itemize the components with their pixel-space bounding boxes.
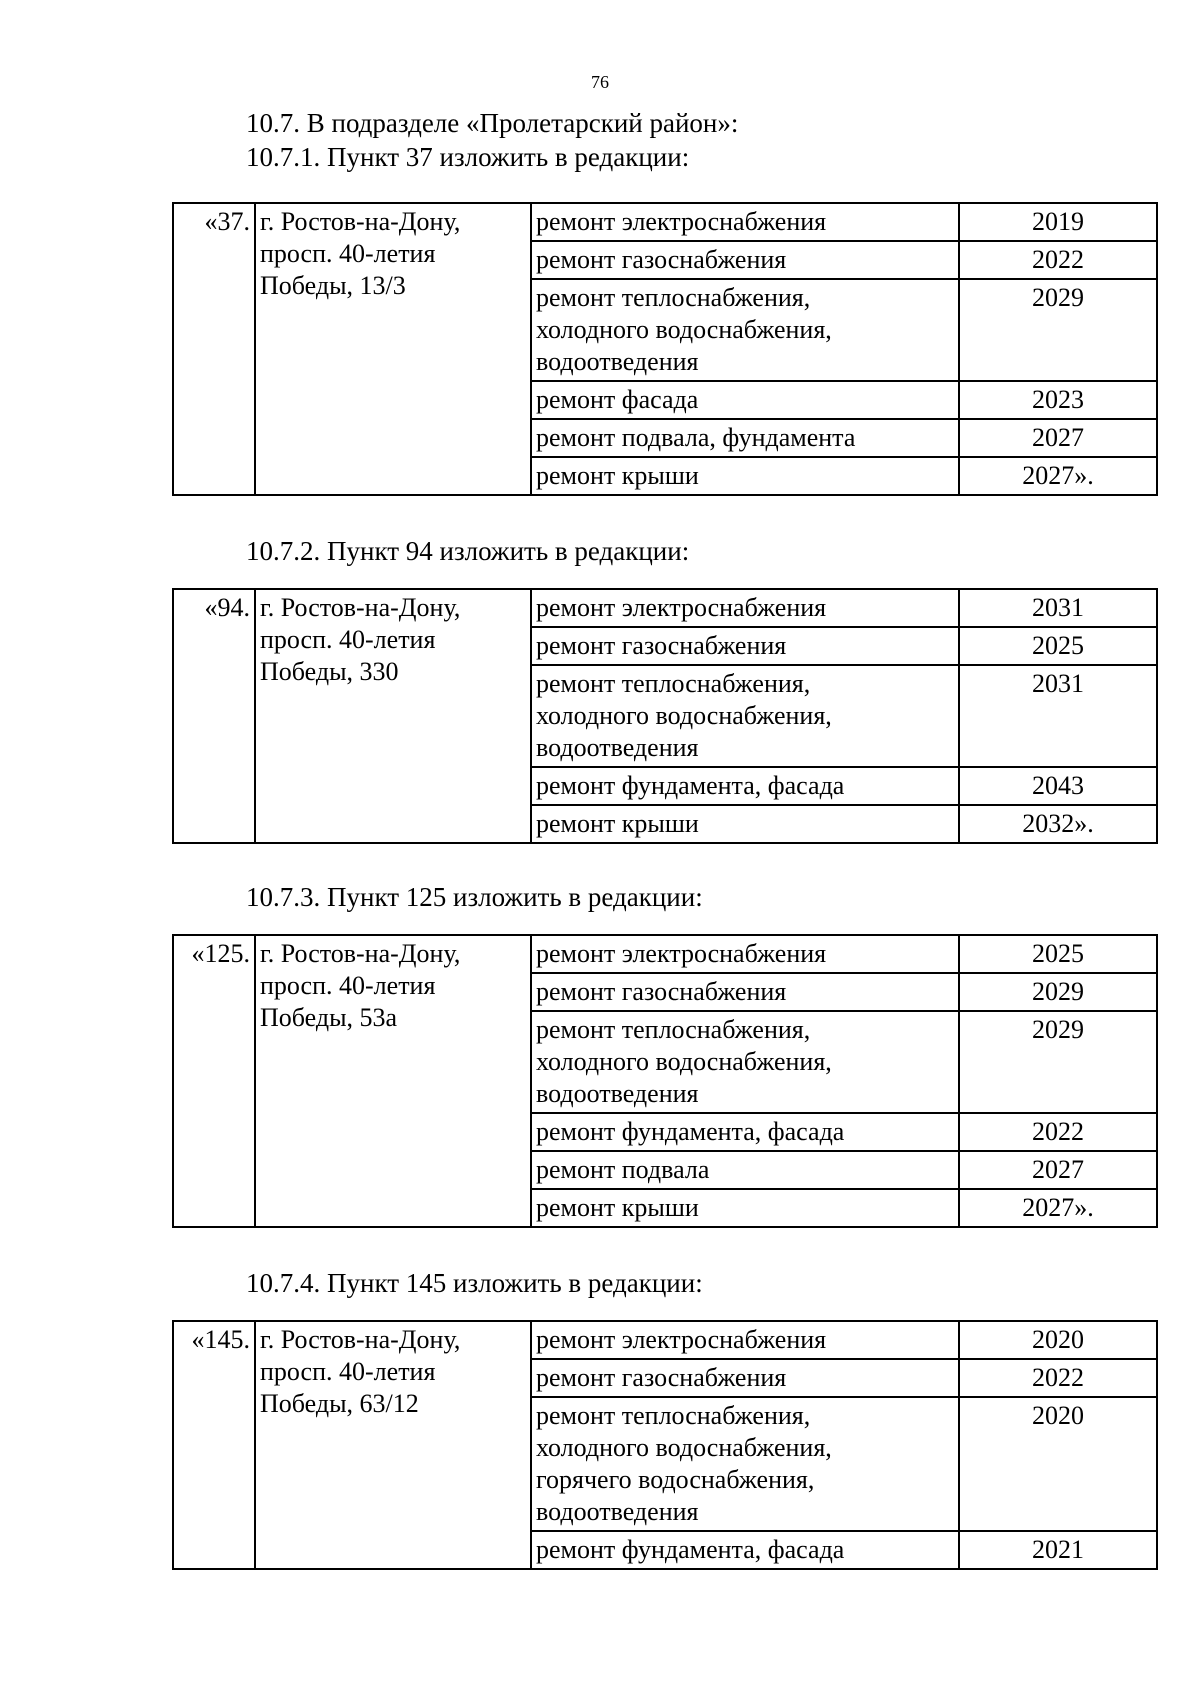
work-type-line: холодного водоснабжения,	[536, 1433, 832, 1462]
year-cell: 2029	[959, 973, 1157, 1011]
work-type-cell	[531, 1151, 959, 1189]
work-type-line: ремонт теплоснабжения,	[536, 1015, 811, 1044]
work-type-cell	[531, 381, 959, 419]
address-cell	[255, 589, 531, 843]
year-cell: 2022	[959, 1359, 1157, 1397]
work-type-cell	[531, 1011, 959, 1113]
address-line: просп. 40-летия	[260, 625, 436, 654]
work-type-line: ремонт фундамента, фасада	[536, 1535, 845, 1564]
work-type-line: ремонт теплоснабжения,	[536, 283, 811, 312]
amendment-table-1	[172, 202, 1158, 496]
year-cell: 2025	[959, 935, 1157, 973]
year-cell: 2043	[959, 767, 1157, 805]
work-type-line: ремонт фундамента, фасада	[536, 1117, 845, 1146]
work-type-line: холодного водоснабжения,	[536, 701, 832, 730]
year-cell: 2020	[959, 1321, 1157, 1359]
work-type-line: горячего водоснабжения,	[536, 1465, 815, 1494]
address-line: г. Ростов-на-Дону,	[260, 593, 461, 622]
work-type-line: ремонт фундамента, фасада	[536, 771, 845, 800]
work-type-cell	[531, 419, 959, 457]
address-line: Победы, 13/3	[260, 271, 406, 300]
work-type-line: холодного водоснабжения,	[536, 315, 832, 344]
work-type-line: ремонт фасада	[536, 385, 699, 414]
work-type-line: ремонт электроснабжения	[536, 207, 827, 236]
year-cell: 2031	[959, 665, 1157, 767]
table-body	[173, 935, 1157, 1227]
work-type-cell	[531, 1189, 959, 1227]
address-line: Победы, 53а	[260, 1003, 398, 1032]
work-type-cell	[531, 203, 959, 241]
item-number: «125.	[173, 935, 255, 1227]
work-type-line: ремонт газоснабжения	[536, 631, 787, 660]
item-number: «37.	[173, 203, 255, 495]
work-type-cell	[531, 1359, 959, 1397]
address-line: просп. 40-летия	[260, 239, 436, 268]
address-cell	[255, 935, 531, 1227]
work-type-line: ремонт теплоснабжения,	[536, 669, 811, 698]
section-4-intro: 10.7.4. Пункт 145 изложить в редакции:	[246, 1268, 703, 1298]
year-cell: 2027	[959, 1151, 1157, 1189]
address-line: просп. 40-летия	[260, 971, 436, 1000]
work-type-line: ремонт крыши	[536, 1193, 699, 1222]
table-row	[173, 203, 1157, 241]
address-line: Победы, 330	[260, 657, 399, 686]
work-type-line: ремонт подвала	[536, 1155, 710, 1184]
work-type-cell	[531, 805, 959, 843]
year-cell: 2022	[959, 241, 1157, 279]
year-cell: 2029	[959, 279, 1157, 381]
work-type-cell	[531, 241, 959, 279]
table-body	[173, 1321, 1157, 1569]
work-type-line: водоотведения	[536, 1497, 699, 1526]
year-cell: 2022	[959, 1113, 1157, 1151]
work-type-line: ремонт газоснабжения	[536, 1363, 787, 1392]
work-type-cell	[531, 279, 959, 381]
section-2-intro: 10.7.2. Пункт 94 изложить в редакции:	[246, 536, 690, 566]
work-type-line: водоотведения	[536, 1079, 699, 1108]
address-cell	[255, 1321, 531, 1569]
item-number: «145.	[173, 1321, 255, 1569]
year-cell: 2023	[959, 381, 1157, 419]
year-cell: 2027».	[959, 1189, 1157, 1227]
work-type-cell	[531, 665, 959, 767]
amendment-table-3	[172, 934, 1158, 1228]
address-line: просп. 40-летия	[260, 1357, 436, 1386]
work-type-cell	[531, 767, 959, 805]
year-cell: 2029	[959, 1011, 1157, 1113]
work-type-cell	[531, 1113, 959, 1151]
table-body	[173, 203, 1157, 495]
year-cell: 2019	[959, 203, 1157, 241]
work-type-line: ремонт электроснабжения	[536, 939, 827, 968]
work-type-cell	[531, 973, 959, 1011]
work-type-line: ремонт подвала, фундамента	[536, 423, 856, 452]
section-1-intro: 10.7.1. Пункт 37 изложить в редакции:	[246, 142, 690, 172]
item-number: «94.	[173, 589, 255, 843]
amendment-table-2	[172, 588, 1158, 844]
table-row	[173, 1321, 1157, 1359]
work-type-cell	[531, 1531, 959, 1569]
work-type-line: ремонт теплоснабжения,	[536, 1401, 811, 1430]
work-type-cell	[531, 1321, 959, 1359]
table-row	[173, 935, 1157, 973]
work-type-line: водоотведения	[536, 347, 699, 376]
work-type-cell	[531, 627, 959, 665]
year-cell: 2027».	[959, 457, 1157, 495]
table-row	[173, 589, 1157, 627]
year-cell: 2025	[959, 627, 1157, 665]
page-number: 76	[591, 72, 609, 92]
address-cell	[255, 203, 531, 495]
address-line: г. Ростов-на-Дону,	[260, 939, 461, 968]
work-type-cell	[531, 935, 959, 973]
work-type-line: водоотведения	[536, 733, 699, 762]
section-3-intro: 10.7.3. Пункт 125 изложить в редакции:	[246, 882, 703, 912]
work-type-line: ремонт крыши	[536, 809, 699, 838]
work-type-line: ремонт электроснабжения	[536, 593, 827, 622]
work-type-cell	[531, 589, 959, 627]
year-cell: 2020	[959, 1397, 1157, 1531]
table-body	[173, 589, 1157, 843]
section-heading: 10.7. В подразделе «Пролетарский район»:	[246, 108, 739, 138]
work-type-line: ремонт электроснабжения	[536, 1325, 827, 1354]
work-type-cell	[531, 457, 959, 495]
year-cell: 2031	[959, 589, 1157, 627]
work-type-line: холодного водоснабжения,	[536, 1047, 832, 1076]
address-line: г. Ростов-на-Дону,	[260, 1325, 461, 1354]
address-line: г. Ростов-на-Дону,	[260, 207, 461, 236]
amendment-table-4	[172, 1320, 1158, 1570]
work-type-line: ремонт крыши	[536, 461, 699, 490]
year-cell: 2032».	[959, 805, 1157, 843]
year-cell: 2021	[959, 1531, 1157, 1569]
work-type-line: ремонт газоснабжения	[536, 977, 787, 1006]
address-line: Победы, 63/12	[260, 1389, 419, 1418]
work-type-cell	[531, 1397, 959, 1531]
work-type-line: ремонт газоснабжения	[536, 245, 787, 274]
year-cell: 2027	[959, 419, 1157, 457]
